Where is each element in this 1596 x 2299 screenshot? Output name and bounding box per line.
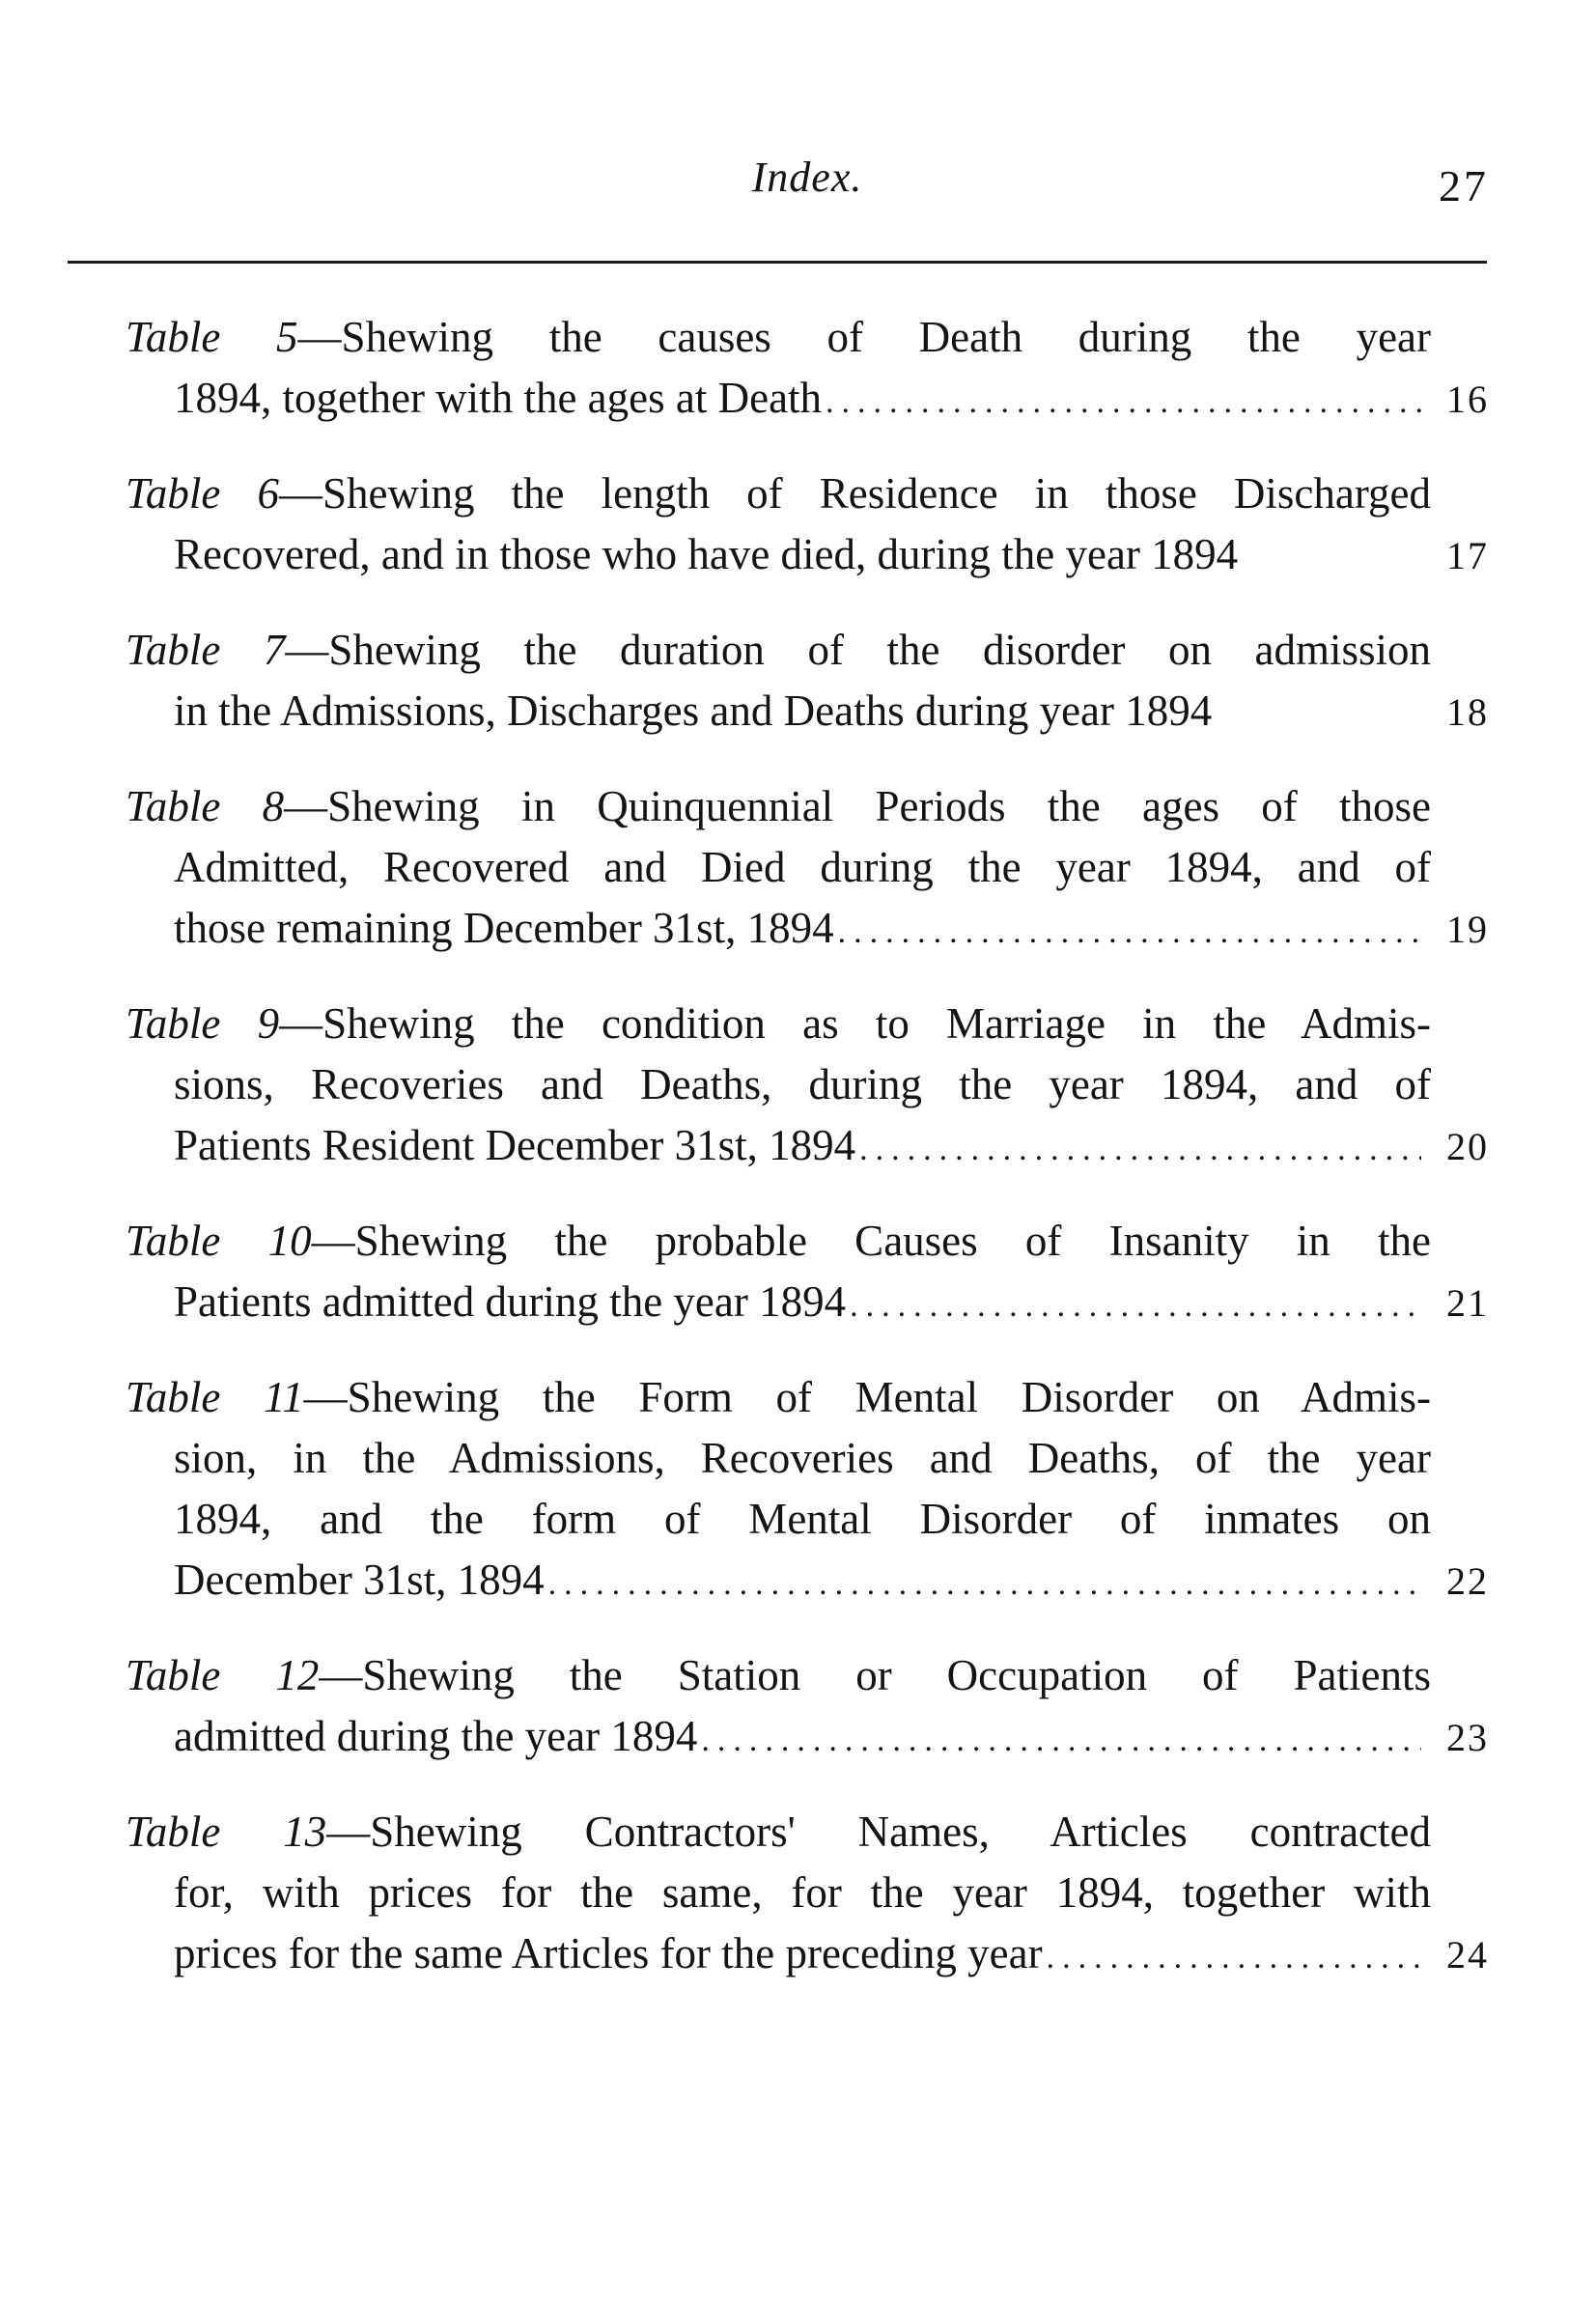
entry-text: prices for the same Articles for the preceding year <box>174 1929 1043 1977</box>
dot-leader <box>826 372 1421 433</box>
entry-line <box>126 307 1489 368</box>
entry-line <box>126 1428 1489 1489</box>
index-entry-table-7 <box>126 620 1489 742</box>
index-entry-table-5 <box>126 307 1489 429</box>
header-rule <box>68 261 1487 264</box>
table-label: Table 5 <box>126 313 298 361</box>
entry-line <box>126 1645 1489 1706</box>
entry-text: Admitted, Recovered and Died during the year 1894, and of <box>174 843 1431 891</box>
entry-line <box>126 681 1489 742</box>
entry-line <box>126 1863 1489 1923</box>
entry-text: December 31st, 1894 <box>174 1556 545 1604</box>
dot-leader <box>548 1554 1421 1614</box>
index-entry-table-12 <box>126 1645 1489 1767</box>
entry-text: —Shewing the Station or Occupation of Patients <box>319 1651 1431 1699</box>
entry-page-number: 18 <box>1446 690 1489 734</box>
entry-line <box>126 524 1489 585</box>
dot-leader <box>1047 1927 1421 1988</box>
entry-line <box>126 776 1489 837</box>
index-entry-table-9 <box>126 994 1489 1176</box>
entry-line <box>126 1054 1489 1115</box>
entry-line <box>126 994 1489 1054</box>
entry-text: in the Admissions, Discharges and Deaths during year 1894 <box>174 687 1213 735</box>
entry-line <box>126 620 1489 681</box>
entry-line <box>126 1115 1489 1176</box>
entry-text: for, with prices for the same, for the year 1894, together with <box>174 1868 1431 1917</box>
index-entry-table-11 <box>126 1367 1489 1611</box>
entry-text: —Shewing the condition as to Marriage in the Admis- <box>279 999 1432 1048</box>
entry-line <box>126 837 1489 898</box>
index-entry-table-13 <box>126 1802 1489 1984</box>
index-entry-table-10 <box>126 1211 1489 1332</box>
entry-text: sions, Recoveries and Deaths, during the year 1894, and of <box>174 1060 1431 1108</box>
entry-text: admitted during the year 1894 <box>174 1712 698 1760</box>
entry-line <box>126 368 1489 429</box>
dot-leader <box>701 1710 1421 1771</box>
entry-page-number: 20 <box>1446 1125 1489 1168</box>
page-number: 27 <box>1439 161 1489 210</box>
entry-line <box>126 1367 1489 1428</box>
table-label: Table 7 <box>126 626 286 674</box>
table-label: Table 10 <box>126 1217 312 1265</box>
dot-leader <box>838 902 1421 963</box>
table-label: Table 8 <box>126 782 285 830</box>
entry-text: Patients Resident December 31st, 1894 <box>174 1121 856 1169</box>
entry-page-number: 21 <box>1446 1281 1489 1325</box>
dot-leader <box>850 1276 1421 1336</box>
entry-page-number: 19 <box>1446 908 1489 951</box>
entry-page-number: 23 <box>1446 1716 1489 1759</box>
entry-text: —Shewing in Quinquennial Periods the ages of those <box>284 782 1431 830</box>
entry-text: —Shewing the duration of the disorder on admission <box>285 626 1431 674</box>
entry-text: —Shewing the length of Residence in those Discharged <box>278 469 1431 518</box>
entry-page-number: 16 <box>1446 378 1489 421</box>
entry-line <box>126 1272 1489 1332</box>
table-label: Table 12 <box>126 1651 320 1699</box>
entry-text: 1894, together with the ages at Death <box>174 374 823 422</box>
entry-text: —Shewing the Form of Mental Disorder on Admis- <box>303 1373 1431 1421</box>
entry-line <box>126 898 1489 959</box>
table-label: Table 11 <box>126 1373 304 1421</box>
table-label: Table 9 <box>126 999 280 1048</box>
table-label: Table 13 <box>126 1808 327 1856</box>
entry-line <box>126 1802 1489 1863</box>
dot-leader <box>859 1119 1421 1180</box>
entry-page-number: 22 <box>1446 1559 1489 1603</box>
entry-text: 1894, and the form of Mental Disorder of inmates on <box>174 1495 1431 1543</box>
running-title: Index. <box>751 154 863 201</box>
index-entry-table-8 <box>126 776 1489 959</box>
entry-text: Patients admitted during the year 1894 <box>174 1277 847 1326</box>
entry-text: Recovered, and in those who have died, during the year 1894 <box>174 530 1239 578</box>
entry-text: —Shewing the causes of Death during the year <box>297 313 1431 361</box>
entry-line <box>126 463 1489 524</box>
entry-line <box>126 1923 1489 1984</box>
entry-line <box>126 1489 1489 1550</box>
entry-text: those remaining December 31st, 1894 <box>174 904 834 952</box>
entry-line <box>126 1211 1489 1272</box>
index-list <box>126 307 1489 2019</box>
index-entry-table-6 <box>126 463 1489 585</box>
entry-line <box>126 1706 1489 1767</box>
entry-page-number: 24 <box>1446 1933 1489 1977</box>
entry-text: sion, in the Admissions, Recoveries and Deaths, of the year <box>174 1434 1431 1482</box>
entry-page-number: 17 <box>1446 534 1489 577</box>
entry-text: —Shewing Contractors' Names, Articles contracted <box>326 1808 1431 1856</box>
entry-text: —Shewing the probable Causes of Insanity in the <box>311 1217 1432 1265</box>
entry-line <box>126 1550 1489 1611</box>
table-label: Table 6 <box>126 469 279 518</box>
page-header <box>126 153 1489 220</box>
